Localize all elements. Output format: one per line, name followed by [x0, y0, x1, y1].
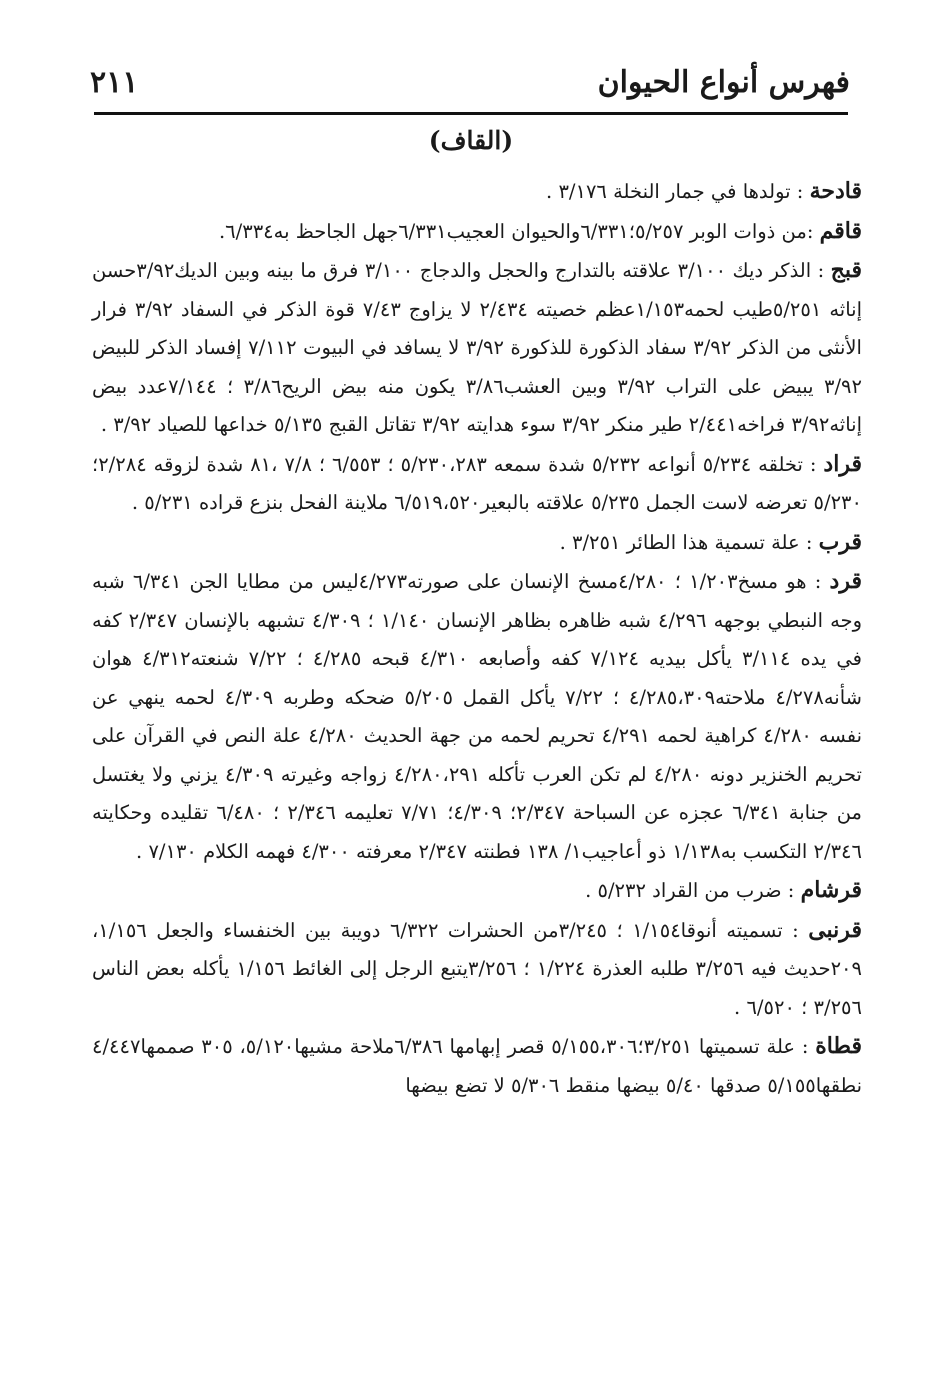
index-entries: [92, 172, 862, 1105]
entry-headword: قطاة: [815, 1033, 862, 1059]
index-entry: [92, 172, 862, 212]
running-title: فهرس أنواع الحيوان: [597, 64, 850, 100]
entry-text: : ضرب من القراد ٥/٢٣٢ .: [585, 879, 801, 902]
index-entry: [92, 445, 862, 523]
index-entry: [92, 562, 862, 871]
entry-text: : الذكر ديك ٣/١٠٠ علاقته بالتدارج والحجل والدجاج ٣/١٠٠ فرق ما بينه وبين الديك٣/٩٢حسن إناثه ٥/٢٥١طيب لحمه١/١٥٣عظم خصيته ٢/٤٣٤ لا يزاوج ٧/٤٣ قوة الذكر في السفاد ٣/٩٢ فرار الأنثى من الذكر ٣/٩٢ سفاد الذكورة للذكورة ٣/٩٢ لا يسافد في البيوت ٧/١١٢ إفساد الذكر للبيض ٣/٩٢ يبيض على التراب ٣/٩٢ وبين العشب٣/٨٦ يكون منه بيض الريح٣/٨٦ ؛ ٧/١٤٤عدد بيض إناثه٣/٩٢ فراخه٢/٤٤١ طير منكر ٣/٩٢ سوء هدايته ٣/٩٢ تقاتل القبج ٥/١٣٥ خداعها للصياد ٣/٩٢ .: [92, 259, 862, 436]
entry-headword: قرشام: [800, 877, 862, 903]
page-header: [90, 56, 850, 108]
entry-headword: قرب: [818, 528, 862, 555]
index-entry: [92, 212, 862, 252]
entry-text: :من ذوات الوبر ٥/٢٥٧؛٦/٣٣١والحيوان العجيب٦/٣٣١جهل الجاحظ به٦/٣٣٤.: [218, 219, 820, 243]
entry-headword: قبج: [830, 257, 862, 283]
entry-text: : تولدها في جمار النخلة ٣/١٧٦ .: [546, 180, 810, 203]
section-heading: (القاف): [428, 126, 514, 155]
index-entry: [92, 1027, 862, 1105]
entry-headword: قرنبى: [808, 916, 862, 943]
index-entry: [92, 251, 862, 445]
entry-text: : تسميته أنوقا١/١٥٤ ؛ ٣/٢٤٥من الحشرات ٦/٣٢٢ دويبة بين الخنفساء والجعل ١/١٥٦، ٢٠٩حديث فيه ٣/٢٥٦ طلبه العذرة ١/٢٢٤ ؛ ٣/٢٥٦يتبع الرجل إلى الغائط ١/١٥٦ يأكله بعض الناس ٣/٢٥٦ ؛ ٦/٥٢٠ .: [92, 918, 862, 1019]
index-entry: [92, 911, 862, 1028]
entry-text: : تخلقه ٥/٢٣٤ أنواعه ٥/٢٣٢ شدة سمعه ٥/٢٣٠،٢٨٣ ؛ ٦/٥٥٣ ؛ ٧/٨ ،٨١ شدة لزوقه ٢/٢٨٤؛ ٥/٢٣٠ تعرضه لاست الجمل ٥/٢٣٥ علاقته بالبعير٦/٥١٩،٥٢٠ ملاينة الفحل بنزع قراده ٥/٢٣١ .: [92, 452, 862, 514]
page-number: ٢١١: [90, 64, 139, 100]
index-entry: [92, 523, 862, 563]
header-rule: [94, 112, 848, 115]
entry-headword: قراد: [823, 450, 862, 477]
entry-headword: قرد: [829, 568, 862, 594]
entry-headword: قادحة: [809, 178, 862, 204]
entry-text: : هو مسخ١/٢٠٣ ؛ ٤/٢٨٠مسخ الإنسان على صورته٤/٢٧٣ليس من مطايا الجن ٦/٣٤١ شبه وجه النبطي بوجهه ٤/٢٩٦ شبه ظاهره بظاهر الإنسان ١/١٤٠ ؛ ٤/٣٠٩ تشبهه بالإنسان ٢/٣٤٧ كفه في يده ٣/١١٤ يأكل بيديه ٧/١٢٤ كفه وأصابعه ٤/٣١٠ قبحه ٤/٢٨٥ ؛ ٧/٢٢ شنعته٤/٣١٢ هوان شأنه٤/٢٧٨ ملاحته٤/٢٨٥،٣٠٩ ؛ ٧/٢٢ يأكل القمل ٥/٢٠٥ ضحكه وطربه ٤/٣٠٩ لحمه ينهي عن نفسه ٤/٢٨٠ كراهية لحمه ٤/٢٩١ تحريم لحمه من جهة الحديث ٤/٢٨٠ علة النص في القرآن على تحريم الخنزير دونه ٤/٢٨٠ لم تكن العرب تأكله ٤/٢٨٠،٢٩١ زواجه وغيرته ٤/٣٠٩ يزني ولا يغتسل من جنابة ٦/٣٤١ عجزه عن السباحة ٢/٣٤٧؛ ٤/٣٠٩؛ ٧/٧١ تعليمه ٢/٣٤٦ ؛ ٦/٤٨٠ تقليده وحكايته ٢/٣٤٦ التكسب به١/١٣٨ ذو أعاجيب١/ ١٣٨ فطنته ٢/٣٤٧ معرفته ٤/٣٠٠ فهمه الكلام ٧/١٣٠ .: [92, 570, 863, 863]
entry-text: : علة تسمية هذا الطائر ٣/٢٥١ .: [559, 530, 819, 554]
entry-headword: قاقم: [819, 217, 862, 244]
entry-text: : علة تسميتها ٣/٢٥١؛٥/١٥٥،٣٠٦ قصر إبهامها ٦/٣٨٦ملاحة مشيها٥/١٢٠، ٣٠٥ صممها٤/٤٤٧ نطقها٥/١٥٥ صدقها ٥/٤٠ بيضها منقط ٥/٣٠٦ لا تضع بيضها: [92, 1035, 862, 1097]
index-entry: [92, 871, 862, 911]
